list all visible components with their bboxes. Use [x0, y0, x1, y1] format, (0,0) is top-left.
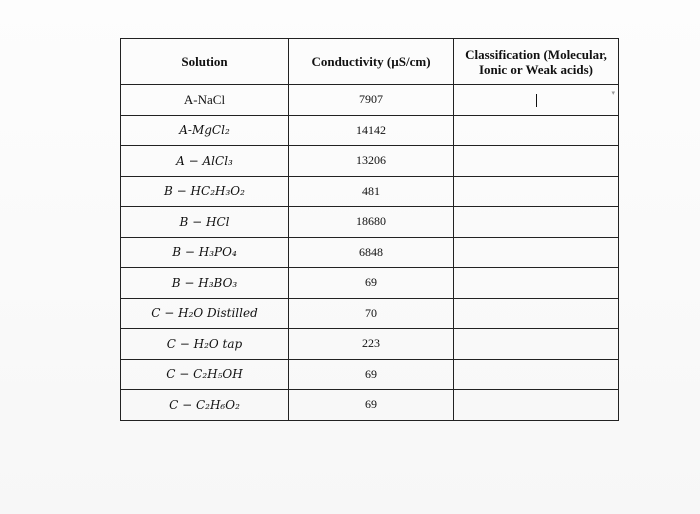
solution-cell: B − H₃BO₃	[121, 268, 289, 299]
table-row	[121, 237, 619, 268]
chevron-down-icon[interactable]: ▾	[611, 89, 615, 97]
solution-cell: C − C₂H₅OH	[121, 359, 289, 390]
conductivity-cell: 13206	[289, 146, 454, 177]
classification-input[interactable]	[454, 207, 619, 238]
table-row	[121, 176, 619, 207]
table-row	[121, 298, 619, 329]
conductivity-cell: 14142	[289, 115, 454, 146]
table-row	[121, 268, 619, 299]
header-classification-line1: Classification (Molecular,	[465, 46, 607, 62]
classification-input[interactable]	[454, 176, 619, 207]
header-conductivity: Conductivity (µS/cm)	[289, 39, 454, 85]
conductivity-table	[120, 38, 619, 421]
classification-input[interactable]	[454, 146, 619, 177]
classification-input[interactable]	[454, 390, 619, 421]
conductivity-cell: 69	[289, 390, 454, 421]
solution-cell: C − C₂H₆O₂	[121, 390, 289, 421]
table-row	[121, 85, 619, 116]
classification-input[interactable]	[454, 268, 619, 299]
text-cursor-icon	[536, 94, 537, 107]
conductivity-cell: 6848	[289, 237, 454, 268]
conductivity-cell: 70	[289, 298, 454, 329]
solution-cell: B − H₃PO₄	[121, 237, 289, 268]
table-row	[121, 329, 619, 360]
solution-cell: A − AlCl₃	[121, 146, 289, 177]
classification-input[interactable]	[454, 237, 619, 268]
conductivity-cell: 69	[289, 268, 454, 299]
solution-cell: B − HC₂H₃O₂	[121, 176, 289, 207]
classification-input[interactable]	[454, 359, 619, 390]
table-row	[121, 359, 619, 390]
header-classification	[454, 39, 619, 85]
solution-cell: B − HCl	[121, 207, 289, 238]
classification-input[interactable]	[454, 298, 619, 329]
table-row	[121, 115, 619, 146]
classification-input[interactable]	[454, 329, 619, 360]
table-row	[121, 390, 619, 421]
solution-cell: A-MgCl₂	[121, 115, 289, 146]
solution-cell: C − H₂O Distilled	[121, 298, 289, 329]
table-header-row	[121, 39, 619, 85]
header-classification-line2: Ionic or Weak acids)	[478, 61, 593, 77]
table-row	[121, 146, 619, 177]
solution-cell: A-NaCl	[121, 85, 289, 116]
conductivity-cell: 223	[289, 329, 454, 360]
conductivity-cell: 7907	[289, 85, 454, 116]
classification-input[interactable]	[454, 115, 619, 146]
conductivity-cell: 481	[289, 176, 454, 207]
conductivity-cell: 69	[289, 359, 454, 390]
solution-cell: C − H₂O tap	[121, 329, 289, 360]
conductivity-cell: 18680	[289, 207, 454, 238]
header-solution: Solution	[121, 39, 289, 85]
classification-input[interactable]	[454, 85, 619, 116]
table-row	[121, 207, 619, 238]
